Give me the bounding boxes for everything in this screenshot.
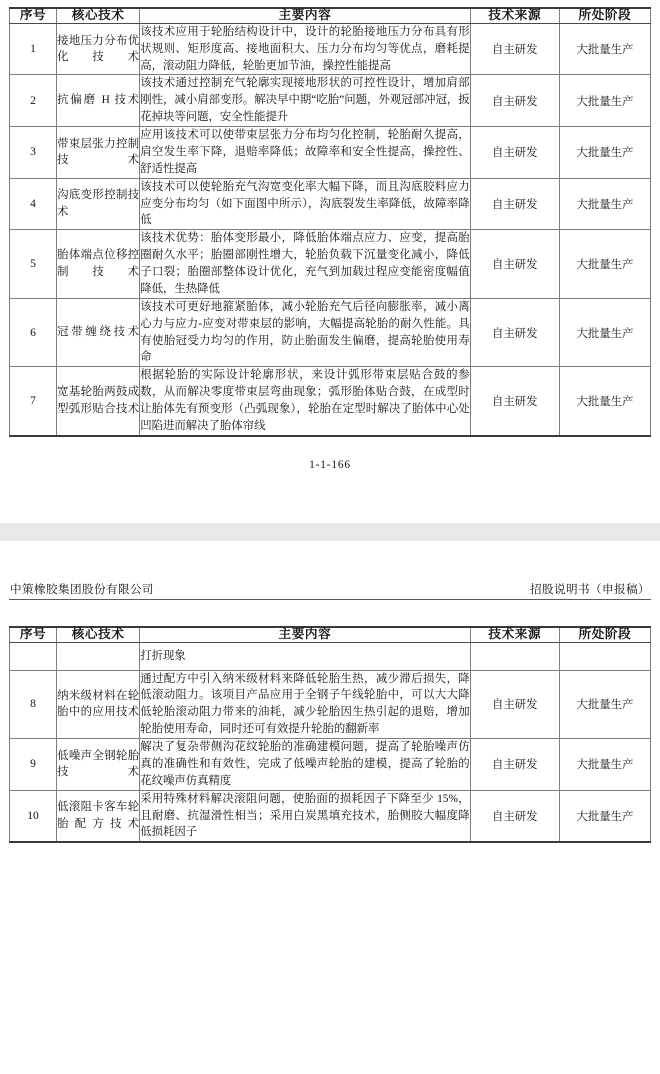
cell-no: 8 xyxy=(10,670,57,739)
cell-no: 10 xyxy=(10,790,57,842)
cell-src: 自主研发 xyxy=(470,298,559,367)
cell-tech: 低噪声全钢轮胎技术 xyxy=(57,739,140,791)
cell-tech: 带束层张力控制技术 xyxy=(57,127,140,179)
column-header-main: 主要内容 xyxy=(140,8,471,23)
table-row xyxy=(10,739,651,791)
document-page-one xyxy=(0,0,660,471)
table-row xyxy=(10,367,651,436)
column-header-src: 技术来源 xyxy=(470,8,559,23)
cell-main: 该技术通过控制充气轮廓实现接地形状的可控性设计，增加肩部刚性，减小肩部变形。解决早中期“吃胎”问题，外观冠部冲冠，扳花掉块等问题，安全性能提升 xyxy=(140,75,471,127)
cell-main: 该技术可以使轮胎充气沟宽变化率大幅下降，而且沟底胶料应力应变分布均匀（如下面图中所示），沟底裂发生率降低，故障率降低 xyxy=(140,178,471,230)
column-header-no: 序号 xyxy=(10,627,57,642)
table-row xyxy=(10,178,651,230)
column-header-src: 技术来源 xyxy=(470,627,559,642)
cell-tech: 低滚阻卡客车轮胎配方技术 xyxy=(57,790,140,842)
table-row xyxy=(10,23,651,75)
page-folio: 1-1-166 xyxy=(309,458,351,471)
column-header-no: 序号 xyxy=(10,8,57,23)
cell-no: 6 xyxy=(10,298,57,367)
table-header xyxy=(10,627,651,642)
cell-main: 通过配方中引入纳米级材料来降低轮胎生热，减少滞后损失，降低滚动阻力。该项目产品应用于全钢子午线轮胎中，可以大大降低轮胎滚动阻力带来的油耗，减少轮胎因生热引起的退赔，增加轮胎使用寿命，同时还可有效提升轮胎的翻新率 xyxy=(140,670,471,739)
cell-stage: 大批量生产 xyxy=(559,367,650,436)
cell-no: 4 xyxy=(10,178,57,230)
cell-tech: 沟底变形控制技术 xyxy=(57,178,140,230)
running-header-spacer xyxy=(9,541,651,581)
page-break-spacer xyxy=(0,471,660,523)
cell-stage: 大批量生产 xyxy=(559,23,650,75)
cell-stage xyxy=(559,642,650,670)
running-header-company: 中策橡胶集团股份有限公司 xyxy=(10,582,154,596)
cell-no: 1 xyxy=(10,23,57,75)
cell-no xyxy=(10,642,57,670)
cell-tech: 胎体端点位移控制技术 xyxy=(57,230,140,299)
cell-tech: 抗偏磨 H 技术 xyxy=(57,75,140,127)
cell-stage: 大批量生产 xyxy=(559,75,650,127)
cell-main: 该技术可更好地箍紧胎体，减小轮胎充气后径向膨胀率，减小离心力与应力-应变对带束层的影响，大幅提高轮胎的耐久性能。具有使胎冠受力均匀的作用，防止胎面发生偏磨，提高轮胎使用寿命 xyxy=(140,298,471,367)
cell-tech: 宽基轮胎两鼓成型弧形贴合技术 xyxy=(57,367,140,436)
cell-src: 自主研发 xyxy=(470,230,559,299)
cell-main: 该技术优势：胎体变形最小，降低胎体端点应力、应变，提高胎圈耐久水平；胎圈部刚性增大，轮胎负载下沉量变化减小，降低子口裂；胎圈部整体设计优化，充气到加载过程应变能密度幅值降低，生热降低 xyxy=(140,230,471,299)
table-body-page-one xyxy=(10,23,651,436)
cell-tech xyxy=(57,642,140,670)
cell-main: 采用特殊材料解决滚阻问题，使胎面的损耗因子下降至少 15%，且耐磨、抗湿滑性相当；采用白炭黑填充技术，胎侧胶大幅度降低损耗因子 xyxy=(140,790,471,842)
table-header xyxy=(10,8,651,23)
table-header-row xyxy=(10,627,651,642)
cell-tech: 接地压力分布优化技术 xyxy=(57,23,140,75)
cell-stage: 大批量生产 xyxy=(559,178,650,230)
cell-src: 自主研发 xyxy=(470,670,559,739)
column-header-tech: 核心技术 xyxy=(57,627,140,642)
running-header-doctype: 招股说明书（申报稿） xyxy=(530,582,650,596)
cell-no: 2 xyxy=(10,75,57,127)
cell-main: 根据轮胎的实际设计轮廓形状，来设计弧形带束层贴合鼓的参数，从而解决零度带束层弯曲现象；弧形胎体贴合鼓，在成型时让胎体先有预变形（凸弧现象），轮胎在定型时解决了胎体中心处凹陷进而解决了胎体帘线 xyxy=(140,367,471,436)
cell-src: 自主研发 xyxy=(470,178,559,230)
column-header-main: 主要内容 xyxy=(140,627,471,642)
cell-no: 3 xyxy=(10,127,57,179)
table-row xyxy=(10,790,651,842)
cell-main: 打折现象 xyxy=(140,642,471,670)
cell-tech: 冠带缠绕技术 xyxy=(57,298,140,367)
table-body-page-two xyxy=(10,642,651,842)
table-row xyxy=(10,670,651,739)
page-break-band xyxy=(0,523,660,541)
cell-main: 应用该技术可以使带束层张力分布均匀化控制，轮胎耐久提高，肩空发生率下降，退赔率降低；故障率和安全性提高，操控性、舒适性提高 xyxy=(140,127,471,179)
cell-src xyxy=(470,642,559,670)
column-header-stage: 所处阶段 xyxy=(559,8,650,23)
cell-src: 自主研发 xyxy=(470,790,559,842)
cell-stage: 大批量生产 xyxy=(559,670,650,739)
cell-stage: 大批量生产 xyxy=(559,298,650,367)
table-row-continuation xyxy=(10,642,651,670)
cell-stage: 大批量生产 xyxy=(559,739,650,791)
table-row xyxy=(10,127,651,179)
cell-main: 解决了复杂带侧沟花纹轮胎的准确建模问题，提高了轮胎噪声仿真的准确性和有效性，完成了低噪声轮胎的建模，提高了轮胎的花纹噪声仿真精度 xyxy=(140,739,471,791)
cell-src: 自主研发 xyxy=(470,23,559,75)
cell-stage: 大批量生产 xyxy=(559,790,650,842)
cell-main: 该技术应用于轮胎结构设计中，设计的轮胎接地压力分布具有形状规则、矩形度高、接地面积大、压力分布均匀等优点，磨耗提高，滚动阻力降低，轮胎更加节油，操控性能提高 xyxy=(140,23,471,75)
column-header-tech: 核心技术 xyxy=(57,8,140,23)
cell-no: 5 xyxy=(10,230,57,299)
running-header xyxy=(9,581,651,600)
cell-tech: 纳米级材料在轮胎中的应用技术 xyxy=(57,670,140,739)
cell-no: 7 xyxy=(10,367,57,436)
table-row xyxy=(10,298,651,367)
column-header-stage: 所处阶段 xyxy=(559,627,650,642)
cell-stage: 大批量生产 xyxy=(559,230,650,299)
cell-src: 自主研发 xyxy=(470,739,559,791)
table-header-row xyxy=(10,8,651,23)
cell-src: 自主研发 xyxy=(470,367,559,436)
table-row xyxy=(10,230,651,299)
cell-src: 自主研发 xyxy=(470,75,559,127)
document-page-two xyxy=(0,541,660,843)
cell-no: 9 xyxy=(10,739,57,791)
table-row xyxy=(10,75,651,127)
cell-src: 自主研发 xyxy=(470,127,559,179)
cell-stage: 大批量生产 xyxy=(559,127,650,179)
core-technology-table-page-one xyxy=(9,7,651,437)
core-technology-table-page-two xyxy=(9,626,651,843)
running-header-gap xyxy=(9,600,651,626)
